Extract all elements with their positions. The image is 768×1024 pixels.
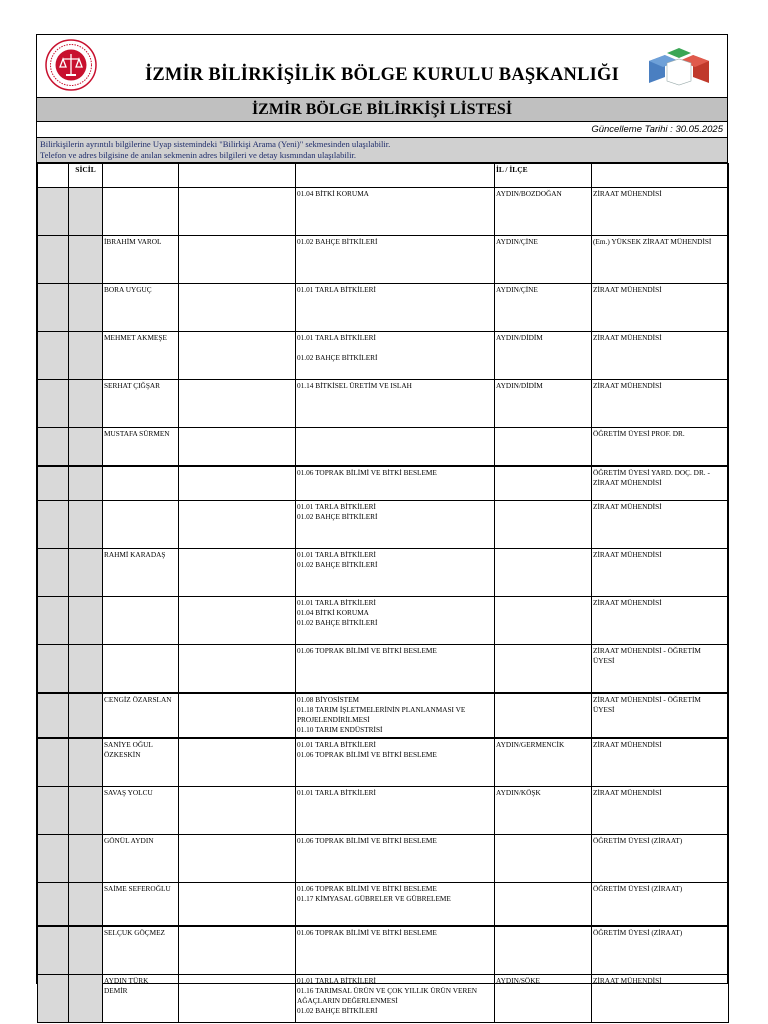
expertise-field: 01.01 TARLA BİTKİLERİ bbox=[297, 285, 376, 294]
table-row bbox=[38, 835, 729, 883]
name-cell bbox=[103, 428, 179, 467]
blank-cell bbox=[179, 332, 296, 380]
expertise-field: 01.02 BAHÇE BİTKİLERİ bbox=[297, 560, 378, 569]
name-cell bbox=[103, 693, 179, 738]
row-index-cell bbox=[38, 975, 69, 1023]
location-cell bbox=[495, 549, 592, 597]
expert-name: DEMİR bbox=[104, 986, 128, 995]
name-cell bbox=[103, 738, 179, 787]
professional-title: ZİRAAT MÜHENDİSİ bbox=[593, 478, 662, 487]
title-cell bbox=[592, 466, 729, 501]
table-row bbox=[38, 501, 729, 549]
location-cell bbox=[495, 693, 592, 738]
expert-name: SERHAT ÇIĞŞAR bbox=[104, 381, 161, 390]
professional-title: ZİRAAT MÜHENDİSİ bbox=[593, 381, 662, 390]
title-cell bbox=[592, 883, 729, 927]
name-cell bbox=[103, 549, 179, 597]
professional-title: ZİRAAT MÜHENDİSİ bbox=[593, 285, 662, 294]
location-cell bbox=[495, 466, 592, 501]
header-cell bbox=[38, 164, 69, 188]
blank-cell bbox=[179, 236, 296, 284]
title-cell bbox=[592, 597, 729, 645]
professional-title: ZİRAAT MÜHENDİSİ bbox=[593, 502, 662, 511]
blank-cell bbox=[179, 645, 296, 694]
expertise-cell bbox=[296, 883, 495, 927]
blank-cell bbox=[179, 975, 296, 1023]
sicil-cell bbox=[69, 332, 103, 380]
name-cell bbox=[103, 883, 179, 927]
location-cell: AYDIN/ÇİNE bbox=[495, 236, 592, 284]
location-cell: AYDIN/BOZDOĞAN bbox=[495, 188, 592, 236]
expertise-field bbox=[297, 343, 493, 353]
expert-name: SAVAŞ YOLCU bbox=[104, 788, 153, 797]
page-title: İZMİR BİLİRKİŞİLİK BÖLGE KURULU BAŞKANLIĞI bbox=[144, 65, 620, 85]
blank-cell bbox=[179, 693, 296, 738]
row-index-cell bbox=[38, 188, 69, 236]
name-cell bbox=[103, 787, 179, 835]
blank-cell bbox=[179, 380, 296, 428]
expertise-field: 01.08 BİYOSİSTEM bbox=[297, 695, 360, 704]
row-index-cell bbox=[38, 284, 69, 332]
row-index-cell bbox=[38, 236, 69, 284]
sicil-cell bbox=[69, 549, 103, 597]
professional-title: (Em.) YÜKSEK ZİRAAT MÜHENDİSİ bbox=[593, 237, 712, 246]
row-index-cell bbox=[38, 693, 69, 738]
blank-cell bbox=[179, 501, 296, 549]
blank-cell bbox=[179, 926, 296, 975]
table-row bbox=[38, 380, 729, 428]
expert-name: MUSTAFA SÜRMEN bbox=[104, 429, 170, 438]
expertise-cell bbox=[296, 428, 495, 467]
expert-name: GÖNÜL AYDIN bbox=[104, 836, 154, 845]
expertise-field: AĞAÇLARIN DEĞERLENMESİ bbox=[297, 996, 398, 1005]
name-cell bbox=[103, 597, 179, 645]
row-index-cell bbox=[38, 883, 69, 927]
title-cell bbox=[592, 549, 729, 597]
location-cell bbox=[495, 645, 592, 694]
expertise-field: 01.01 TARLA BİTKİLERİ bbox=[297, 333, 376, 342]
title-cell bbox=[592, 428, 729, 467]
header-cell bbox=[592, 164, 729, 188]
sicil-cell bbox=[69, 926, 103, 975]
location-cell bbox=[495, 926, 592, 975]
table-row bbox=[38, 693, 729, 738]
name-cell bbox=[103, 835, 179, 883]
table-row bbox=[38, 645, 729, 694]
location-cell bbox=[495, 501, 592, 549]
info-notice bbox=[37, 137, 727, 163]
professional-title: ZİRAAT MÜHENDİSİ bbox=[593, 788, 662, 797]
header-cell bbox=[296, 164, 495, 188]
expertise-field: 01.02 BAHÇE BİTKİLERİ bbox=[297, 353, 378, 362]
professional-title: ÜYESİ bbox=[593, 656, 615, 665]
blank-cell bbox=[179, 597, 296, 645]
expertise-field: 01.18 TARIM İŞLETMELERİNİN PLANLANMASI VE bbox=[297, 705, 466, 714]
name-cell bbox=[103, 188, 179, 236]
info-line: Bilirkişilerin ayrıntılı bilgilerine Uyap sistemindeki "Bilirkişi Arama (Yeni)" sekmesinden ulaşılabilir. bbox=[40, 139, 391, 149]
sicil-cell bbox=[69, 645, 103, 694]
expert-table bbox=[37, 163, 729, 1023]
professional-title: ZİRAAT MÜHENDİSİ bbox=[593, 976, 662, 985]
name-cell bbox=[103, 466, 179, 501]
expert-name: AYDIN TÜRK bbox=[104, 976, 149, 985]
expert-name: İBRAHİM VAROL bbox=[104, 237, 162, 246]
sicil-cell bbox=[69, 597, 103, 645]
expertise-cell bbox=[296, 926, 495, 975]
title-cell bbox=[592, 380, 729, 428]
sicil-cell bbox=[69, 236, 103, 284]
expertise-cell bbox=[296, 501, 495, 549]
expertise-field: 01.04 BİTKİ KORUMA bbox=[297, 608, 369, 617]
location-cell: AYDIN/KÖŞK bbox=[495, 787, 592, 835]
name-cell bbox=[103, 236, 179, 284]
table-row bbox=[38, 188, 729, 236]
table-row bbox=[38, 883, 729, 927]
expertise-cell bbox=[296, 380, 495, 428]
expertise-field: 01.02 BAHÇE BİTKİLERİ bbox=[297, 237, 378, 246]
expertise-field: 01.06 TOPRAK BİLİMİ VE BİTKİ BESLEME bbox=[297, 928, 437, 937]
title-cell bbox=[592, 738, 729, 787]
header-cell bbox=[179, 164, 296, 188]
expertise-cell bbox=[296, 835, 495, 883]
row-index-cell bbox=[38, 501, 69, 549]
row-index-cell bbox=[38, 926, 69, 975]
row-index-cell bbox=[38, 787, 69, 835]
row-index-cell bbox=[38, 549, 69, 597]
table-row bbox=[38, 787, 729, 835]
table-header-row bbox=[38, 164, 729, 188]
professional-title: ZİRAAT MÜHENDİSİ bbox=[593, 740, 662, 749]
sicil-cell bbox=[69, 835, 103, 883]
row-index-cell bbox=[38, 597, 69, 645]
document-page bbox=[36, 34, 728, 1015]
expertise-cell bbox=[296, 693, 495, 738]
table-row bbox=[38, 975, 729, 1023]
sicil-cell bbox=[69, 428, 103, 467]
sicil-cell bbox=[69, 466, 103, 501]
expertise-cell bbox=[296, 975, 495, 1023]
name-cell bbox=[103, 284, 179, 332]
location-cell bbox=[495, 835, 592, 883]
name-cell bbox=[103, 501, 179, 549]
expertise-cell bbox=[296, 738, 495, 787]
expertise-field: 01.01 TARLA BİTKİLERİ bbox=[297, 502, 376, 511]
expertise-field: 01.14 BİTKİSEL ÜRETİM VE ISLAH bbox=[297, 381, 412, 390]
table-row bbox=[38, 332, 729, 380]
title-cell bbox=[592, 188, 729, 236]
title-cell bbox=[592, 926, 729, 975]
table-row bbox=[38, 236, 729, 284]
professional-title: ÖĞRETİM ÜYESİ (ZİRAAT) bbox=[593, 928, 683, 937]
expertise-cell bbox=[296, 236, 495, 284]
expertise-field: 01.04 BİTKİ KORUMA bbox=[297, 189, 369, 198]
header-cell bbox=[103, 164, 179, 188]
expertise-field: 01.06 TOPRAK BİLİMİ VE BİTKİ BESLEME bbox=[297, 750, 437, 759]
title-cell bbox=[592, 284, 729, 332]
info-line: Telefon ve adres bilgisine de anılan sekmenin adres bilgileri ve detay kısmından ulaşılabilir. bbox=[40, 150, 357, 160]
blank-cell bbox=[179, 883, 296, 927]
location-cell: AYDIN/DİDİM bbox=[495, 380, 592, 428]
update-date: Güncelleme Tarihi : 30.05.2025 bbox=[591, 124, 723, 135]
expertise-field: 01.16 TARIMSAL ÜRÜN VE ÇOK YILLIK ÜRÜN VEREN bbox=[297, 986, 478, 995]
expertise-field: 01.01 TARLA BİTKİLERİ bbox=[297, 550, 376, 559]
expertise-cell bbox=[296, 332, 495, 380]
table-row bbox=[38, 738, 729, 787]
expertise-field: 01.01 TARLA BİTKİLERİ bbox=[297, 788, 376, 797]
organization-logo-icon bbox=[643, 47, 715, 87]
expertise-field: 01.06 TOPRAK BİLİMİ VE BİTKİ BESLEME bbox=[297, 836, 437, 845]
blank-cell bbox=[179, 428, 296, 467]
row-index-cell bbox=[38, 645, 69, 694]
expertise-cell bbox=[296, 466, 495, 501]
sicil-cell bbox=[69, 693, 103, 738]
title-cell bbox=[592, 332, 729, 380]
professional-title: ZİRAAT MÜHENDİSİ - ÖĞRETİM bbox=[593, 646, 701, 655]
sicil-cell bbox=[69, 188, 103, 236]
expertise-field: 01.02 BAHÇE BİTKİLERİ bbox=[297, 512, 378, 521]
ministry-seal-icon bbox=[45, 39, 97, 91]
expert-name: CENGİZ ÖZARSLAN bbox=[104, 695, 172, 704]
expertise-field: 01.01 TARLA BİTKİLERİ bbox=[297, 598, 376, 607]
title-cell bbox=[592, 975, 729, 1023]
table-row bbox=[38, 926, 729, 975]
location-cell: AYDIN/DİDİM bbox=[495, 332, 592, 380]
name-cell bbox=[103, 332, 179, 380]
professional-title: ZİRAAT MÜHENDİSİ bbox=[593, 550, 662, 559]
row-index-cell bbox=[38, 466, 69, 501]
expertise-field: 01.17 KİMYASAL GÜBRELER VE GÜBRELEME bbox=[297, 894, 451, 903]
expertise-field: 01.02 BAHÇE BİTKİLERİ bbox=[297, 618, 378, 627]
expertise-field: 01.06 TOPRAK BİLİMİ VE BİTKİ BESLEME bbox=[297, 468, 437, 477]
sicil-cell bbox=[69, 501, 103, 549]
title-cell bbox=[592, 236, 729, 284]
sicil-cell bbox=[69, 787, 103, 835]
title-cell bbox=[592, 835, 729, 883]
expertise-field: 01.01 TARLA BİTKİLERİ bbox=[297, 740, 376, 749]
expert-name: ÖZKESKİN bbox=[104, 750, 141, 759]
expert-name: SAİME SEFEROĞLU bbox=[104, 884, 171, 893]
professional-title: ZİRAAT MÜHENDİSİ bbox=[593, 598, 662, 607]
professional-title: ÜYESİ bbox=[593, 705, 615, 714]
professional-title: ZİRAAT MÜHENDİSİ bbox=[593, 189, 662, 198]
blank-cell bbox=[179, 738, 296, 787]
blank-cell bbox=[179, 835, 296, 883]
table-row bbox=[38, 466, 729, 501]
expertise-field: 01.10 TARIM ENDÜSTRİSİ bbox=[297, 725, 383, 734]
blank-cell bbox=[179, 549, 296, 597]
location-cell: AYDIN/ÇİNE bbox=[495, 284, 592, 332]
location-cell: AYDIN/SÖKE bbox=[495, 975, 592, 1023]
professional-title: ZİRAAT MÜHENDİSİ - ÖĞRETİM bbox=[593, 695, 701, 704]
professional-title: ÖĞRETİM ÜYESİ YARD. DOÇ. DR. - bbox=[593, 468, 710, 477]
expert-name: RAHMİ KARADAŞ bbox=[104, 550, 166, 559]
expert-name: SELÇUK GÖÇMEZ bbox=[104, 928, 166, 937]
expertise-cell bbox=[296, 284, 495, 332]
sicil-cell bbox=[69, 738, 103, 787]
blank-cell bbox=[179, 284, 296, 332]
expertise-field: PROJELENDİRİLMESİ bbox=[297, 715, 370, 724]
location-cell bbox=[495, 428, 592, 467]
header-il-ilce: İL / İLÇE bbox=[495, 164, 592, 188]
expertise-field: 01.06 TOPRAK BİLİMİ VE BİTKİ BESLEME bbox=[297, 884, 437, 893]
name-cell bbox=[103, 975, 179, 1023]
header-sicil: SİCİL bbox=[69, 164, 103, 188]
sicil-cell bbox=[69, 380, 103, 428]
expertise-field: 01.06 TOPRAK BİLİMİ VE BİTKİ BESLEME bbox=[297, 646, 437, 655]
table-row bbox=[38, 597, 729, 645]
row-index-cell bbox=[38, 380, 69, 428]
expertise-cell bbox=[296, 787, 495, 835]
expertise-field: 01.01 TARLA BİTKİLERİ bbox=[297, 976, 376, 985]
title-cell bbox=[592, 645, 729, 694]
expertise-cell bbox=[296, 645, 495, 694]
location-cell bbox=[495, 597, 592, 645]
professional-title: ÖĞRETİM ÜYESİ PROF. DR. bbox=[593, 429, 685, 438]
page-header bbox=[37, 35, 727, 97]
sicil-cell bbox=[69, 284, 103, 332]
location-cell: AYDIN/GERMENCİK bbox=[495, 738, 592, 787]
sicil-cell bbox=[69, 883, 103, 927]
row-index-cell bbox=[38, 332, 69, 380]
expertise-field: 01.02 BAHÇE BİTKİLERİ bbox=[297, 1006, 378, 1015]
name-cell bbox=[103, 926, 179, 975]
row-index-cell bbox=[38, 738, 69, 787]
professional-title: ÖĞRETİM ÜYESİ (ZİRAAT) bbox=[593, 836, 683, 845]
title-cell bbox=[592, 501, 729, 549]
expert-name: BORA UYGUÇ bbox=[104, 285, 152, 294]
professional-title: ÖĞRETİM ÜYESİ (ZİRAAT) bbox=[593, 884, 683, 893]
professional-title: ZİRAAT MÜHENDİSİ bbox=[593, 333, 662, 342]
table-row bbox=[38, 284, 729, 332]
expertise-cell bbox=[296, 597, 495, 645]
sicil-cell bbox=[69, 975, 103, 1023]
expert-name: SANİYE OĞUL bbox=[104, 740, 153, 749]
name-cell bbox=[103, 380, 179, 428]
table-row bbox=[38, 549, 729, 597]
location-cell bbox=[495, 883, 592, 927]
blank-cell bbox=[179, 188, 296, 236]
table-row bbox=[38, 428, 729, 467]
expert-name: MEHMET AKMEŞE bbox=[104, 333, 167, 342]
title-cell bbox=[592, 787, 729, 835]
expertise-cell bbox=[296, 549, 495, 597]
blank-cell bbox=[179, 466, 296, 501]
title-cell bbox=[592, 693, 729, 738]
list-subtitle: İZMİR BÖLGE BİLİRKİŞİ LİSTESİ bbox=[37, 97, 727, 122]
row-index-cell bbox=[38, 428, 69, 467]
expertise-cell bbox=[296, 188, 495, 236]
blank-cell bbox=[179, 787, 296, 835]
name-cell bbox=[103, 645, 179, 694]
row-index-cell bbox=[38, 835, 69, 883]
